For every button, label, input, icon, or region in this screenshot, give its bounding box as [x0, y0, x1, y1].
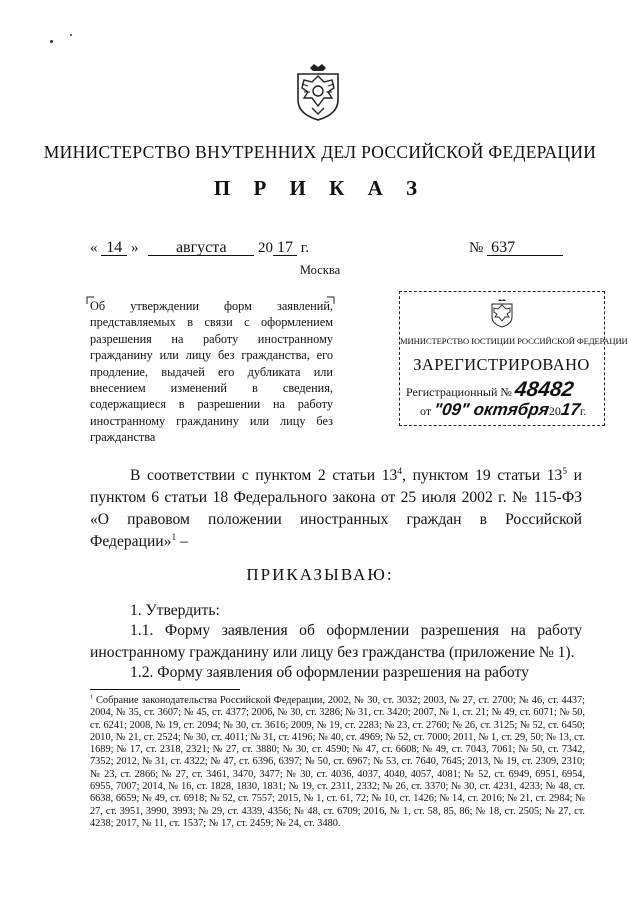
item-1: 1. Утвердить: [130, 602, 220, 619]
preamble-text: , пунктом 19 статьи 13 [402, 467, 563, 484]
footnote-separator [90, 689, 240, 690]
date-close-quote: » [131, 240, 139, 256]
preamble-text: В соответствии с пунктом 2 статьи 13 [130, 467, 398, 484]
superscript: 5 [562, 466, 567, 477]
stamp-year-prefix: 20 [548, 404, 561, 418]
footnote-mark: 1 [90, 693, 94, 701]
date-open-quote: « [90, 240, 98, 256]
order-title: Об утверждении форм заявлений, представляемых в связи с оформлением разрешения на работу иностранному гражданину или лицу без гражданства, его продление, выдачей его дубликата или внесением изменений в сведения, содержащиеся в разрешении на работу иностранному гражданину или лицу без гражданства [90, 299, 333, 445]
stamp-reg-line [406, 378, 573, 402]
ministry-heading: МИНИСТЕРСТВО ВНУТРЕННИХ ДЕЛ РОССИЙСКОЙ ФЕДЕРАЦИИ [43, 142, 597, 162]
order-number [469, 240, 563, 257]
superscript: 4 [397, 466, 403, 477]
stamp-reg-label: Регистрационный № [406, 385, 512, 399]
date-year-suffix: 17 [273, 240, 297, 256]
order-command: ПРИКАЗЫВАЮ: [246, 565, 394, 584]
preamble-text: и пунктом 6 статьи 18 Федерального закона от 25 июля 2002 г. № 115-ФЗ «О правовом положении иностранных граждан в Российской Федерации» [90, 467, 583, 550]
document-type-heading: П Р И К А З [213, 176, 427, 200]
stamp-date-handwritten: "09" октября [432, 400, 551, 419]
preamble-text: – [176, 533, 188, 550]
stamp-emblem-icon [488, 298, 516, 328]
stamp-registered: ЗАРЕГИСТРИРОВАНО [413, 355, 590, 374]
date-year-abbr: г. [300, 240, 309, 256]
stamp-date-line [420, 400, 586, 420]
city-label: Москва [299, 263, 341, 277]
date-day: 14 [101, 240, 127, 256]
stamp-reg-number: 48482 [513, 378, 575, 401]
stamp-date-prefix: от [420, 404, 432, 418]
preamble-paragraph [90, 465, 582, 553]
stamp-ministry: МИНИСТЕРСТВО ЮСТИЦИИ РОССИЙСКОЙ ФЕДЕРАЦИИ [400, 336, 628, 346]
date-month: августа [148, 240, 254, 256]
item-1-1: 1.1. Форму заявления об оформлении разрешения на работу иностранному гражданину или лицу без гражданства (приложение № 1). [90, 622, 582, 661]
coat-of-arms-emblem [290, 62, 346, 122]
order-date [90, 240, 309, 257]
number-sign: № [469, 240, 484, 256]
date-year-prefix: 20 [258, 240, 273, 256]
stamp-year-abbr: г. [579, 404, 587, 418]
footnote-ref: 1 [171, 532, 177, 543]
registration-stamp [399, 291, 628, 426]
stamp-year-handwritten: 17 [559, 400, 582, 419]
item-1-2: 1.2. Форму заявления об оформлении разрешения на работу [130, 664, 529, 681]
footnote-text: Собрание законодательства Российской Федерации, 2002, № 30, ст. 3032; 2003, № 27, ст. 2700; № 46, ст. 4437; 2004, № 35, ст. 3607; № 45, ст. 4377; 2006, № 30, ст. 3286; № 31, ст. 3420; 2007, № 1, ст. 21; № 49, ст. 6071; № 50, ст. 6241; 2008, № 19, ст. 2094; № 30, ст. 3616; 2009, № 19, ст. 2283; № 23, ст. 2760; № 26, ст. 3125; № 52, ст. 6450; 2010, № 21, ст. 2524; № 30, ст. 4011; № 31, ст. 4196; № 40, ст. 4969; № 52, ст. 7000; 2011, № 1, ст. 29, 50; № 13, ст. 1689; № 17, ст. 2318, 2321; № 27, ст. 3880; № 30, ст. 4590; № 47, ст. 6608; № 49, ст. 7043, 7061; № 50, ст. 7342, 7352; 2012, № 31, ст. 4322; № 47, ст. 6396, 6397; № 50, ст. 6967; № 53, ст. 7640, 7645; 2013, № 19, ст. 2309, 2310; № 23, ст. 2866; № 27, ст. 3461, 3470, 3477; № 30, ст. 4036, 4037, 4040, 4057, 4081; № 52, ст. 6949, 6951, 6954, 6955, 7007; 2014, № 16, ст. 1828, 1830, 1831; № 19, ст. 2311, 2332; № 26, ст. 3370; № 30, ст. 4231, 4233; № 48, ст. 6638, 6659; № 49, ст. 6918; № 52, ст. 7557; 2015, № 1, ст. 61, 72; № 10, ст. 1426; № 14, ст. 2016; № 21, ст. 2984; № 27, ст. 3951, 3990, 3993; № 29, ст. 4339, 4356; № 48, ст. 6709; 2016, № 1, ст. 58, 85, 86; № 18, ст. 2505; № 27, ст. 4238; 2017, № 11, ст. 1537; № 17, ст. 2459; № 24, ст. 3480. [90, 695, 585, 829]
scan-speck [70, 34, 72, 36]
number-value: 637 [487, 240, 563, 256]
scan-speck [50, 40, 53, 43]
footnote [90, 695, 585, 830]
